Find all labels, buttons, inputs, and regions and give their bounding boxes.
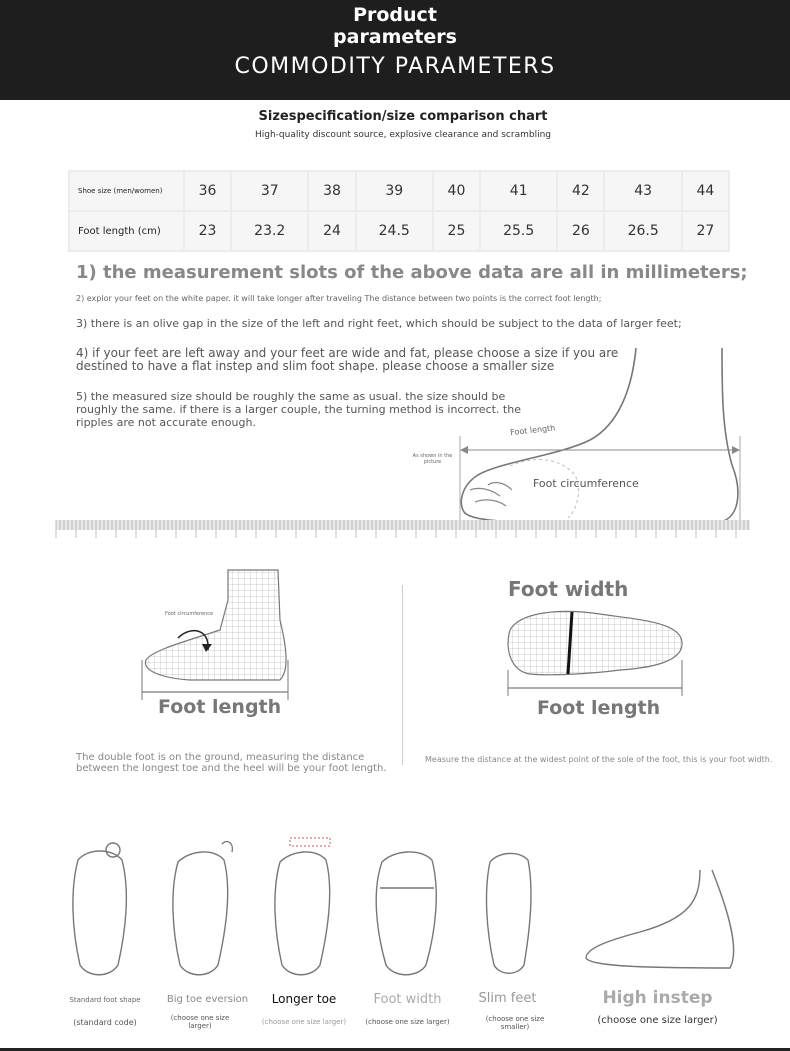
foot-side-illustration bbox=[0, 340, 790, 550]
foot-bigtoe-outline bbox=[173, 852, 228, 975]
table-cell: 27 bbox=[683, 212, 728, 250]
header-title-line1: Product bbox=[353, 4, 437, 26]
note-4: 4) if your feet are left away and your feet are wide and fat, please choose a size if you are destined to have a flat instep and slim foot shape. please choose a smaller size bbox=[76, 346, 619, 373]
table-cell: 26 bbox=[558, 212, 603, 250]
note-3: 3) there is an olive gap in the size of the left and right feet, which should be subject to the data of larger feet; bbox=[76, 317, 682, 330]
table-row bbox=[70, 172, 728, 210]
arrow-head-right bbox=[732, 446, 740, 454]
left-circumference-label: Foot circumference bbox=[165, 611, 214, 617]
foot-type-highinstep-note: (choose one size larger) bbox=[597, 1015, 718, 1026]
foot-type-width-label: Foot width bbox=[373, 992, 442, 1007]
foot-type-slim-note: (choose one size smaller) bbox=[485, 1015, 545, 1031]
note-1: 1) the measurement slots of the above data are all in millimeters; bbox=[76, 262, 748, 283]
foot-length-label-small: Foot length bbox=[509, 423, 556, 438]
as-shown-label: As shown in the picture bbox=[412, 453, 453, 465]
header-title bbox=[0, 4, 790, 48]
foot-slim-outline bbox=[487, 853, 531, 973]
table-cell: 36 bbox=[185, 172, 230, 210]
header-title-line2: parameters bbox=[333, 26, 457, 48]
table-cell: 24.5 bbox=[357, 212, 432, 250]
toes-lines bbox=[470, 483, 512, 506]
foot-type-standard-note: (standard code) bbox=[73, 1018, 137, 1027]
foot-type-bigtoe-label: Big toe eversion bbox=[166, 994, 249, 1005]
foot-type-longtoe-label: Longer toe bbox=[271, 992, 337, 1006]
vertical-divider bbox=[402, 585, 403, 765]
size-table bbox=[68, 170, 730, 252]
table-cell: 24 bbox=[309, 212, 354, 250]
toe bbox=[106, 843, 120, 857]
foot-wide-outline bbox=[376, 852, 436, 975]
arrow-head-left bbox=[460, 446, 468, 454]
foot-type-bigtoe-note: (choose one size larger) bbox=[170, 1014, 230, 1030]
longtoe-marker bbox=[290, 838, 330, 846]
foot-type-longtoe-note: (choose one size larger) bbox=[261, 1018, 347, 1026]
foot-type-standard-label: Standard foot shape bbox=[69, 996, 141, 1004]
foot-types-illustration bbox=[0, 830, 790, 980]
table-cell: 26.5 bbox=[605, 212, 680, 250]
table-cell: 25 bbox=[434, 212, 479, 250]
chart-subtitle: High-quality discount source, explosive clearance and scrambling bbox=[255, 130, 551, 140]
mesh-foot-shape bbox=[145, 570, 286, 680]
table-cell: 23 bbox=[185, 212, 230, 250]
foot-width-illustration bbox=[500, 600, 690, 710]
foot-highinstep-outline bbox=[586, 870, 734, 968]
table-cell: 43 bbox=[605, 172, 680, 210]
header-subtitle: COMMODITY PARAMETERS bbox=[234, 54, 556, 79]
right-foot-length-title: Foot length bbox=[537, 697, 661, 719]
row-header: Shoe size (men/women) bbox=[70, 172, 183, 210]
bigtoe-arrow bbox=[222, 842, 232, 852]
table-cell: 25.5 bbox=[481, 212, 556, 250]
note-5: 5) the measured size should be roughly the same as usual. the size should be roughly the same. if there is a larger couple, the turning method is incorrect. the ripples are not accurate enough. bbox=[76, 390, 521, 429]
foot-type-width-note: (choose one size larger) bbox=[365, 1018, 450, 1026]
table-cell: 37 bbox=[232, 172, 307, 210]
table-cell: 41 bbox=[481, 172, 556, 210]
foot-type-slim-label: Slim feet bbox=[478, 991, 537, 1006]
header-banner bbox=[0, 0, 790, 100]
table-cell: 23.2 bbox=[232, 212, 307, 250]
table-cell: 44 bbox=[683, 172, 728, 210]
row-header: Foot length (cm) bbox=[70, 212, 183, 250]
table-row bbox=[70, 212, 728, 250]
table-cell: 40 bbox=[434, 172, 479, 210]
right-description: Measure the distance at the widest point of the sole of the foot, this is your foot width. bbox=[425, 755, 773, 764]
table-cell: 42 bbox=[558, 172, 603, 210]
foot-standard-outline bbox=[73, 851, 126, 975]
foot-width-title: Foot width bbox=[508, 577, 629, 601]
foot-circumference-label: Foot circumference bbox=[533, 477, 639, 490]
note-2: 2) explor your feet on the white paper. it will take longer after traveling The distance between two points is the correct foot length; bbox=[76, 294, 602, 303]
chart-title: Sizespecification/size comparison chart bbox=[258, 109, 548, 124]
table-cell: 39 bbox=[357, 172, 432, 210]
mesh-foot-top bbox=[508, 611, 682, 674]
foot-outline bbox=[461, 348, 738, 522]
foot-length-illustration bbox=[130, 560, 300, 705]
foot-type-highinstep-label: High instep bbox=[602, 988, 713, 1008]
table-cell: 38 bbox=[309, 172, 354, 210]
left-description: The double foot is on the ground, measuring the distance between the longest toe and the heel will be your foot length. bbox=[76, 752, 387, 774]
foot-longtoe-outline bbox=[275, 852, 330, 975]
left-foot-length-title: Foot length bbox=[158, 696, 282, 718]
